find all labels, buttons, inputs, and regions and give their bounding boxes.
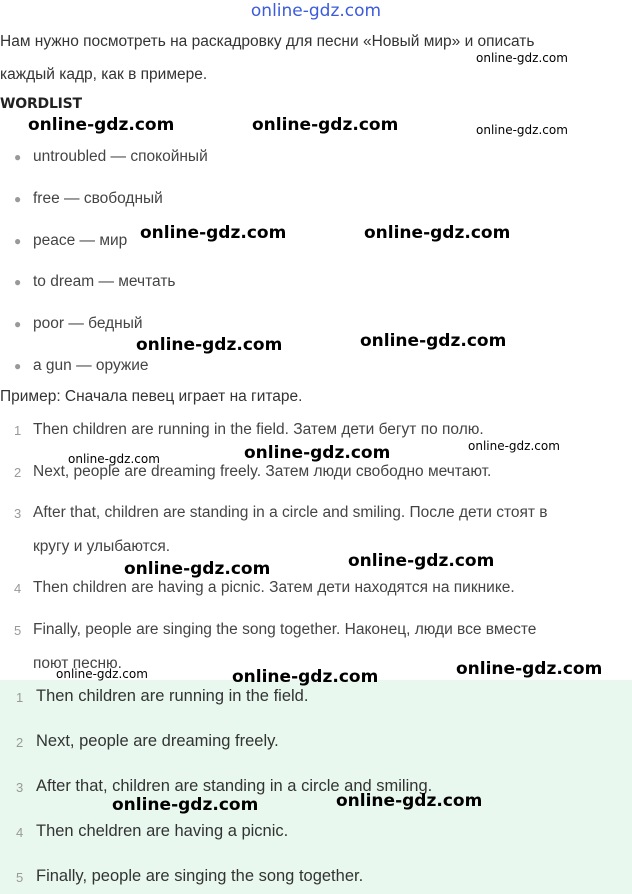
answer-text: Then children are running in the field. [36, 687, 309, 705]
watermark: online-gdz.com [56, 667, 148, 681]
answer-number: 4 [16, 825, 24, 840]
step-number: 3 [14, 506, 22, 521]
bullet-icon: ● [14, 150, 22, 164]
answer-number: 5 [16, 870, 24, 885]
step-number: 2 [14, 465, 22, 480]
wordlist-item-text: a gun — оружие [33, 357, 149, 374]
bullet-icon: ● [14, 234, 22, 248]
wordlist-item [14, 315, 143, 333]
step-text: Then children are having a picnic. Затем дети находятся на пикнике. [33, 579, 515, 596]
answer-panel [0, 680, 632, 894]
step-number: 5 [14, 623, 22, 638]
wordlist-item [14, 148, 208, 166]
wordlist-item-text: to dream — мечтать [33, 273, 176, 290]
step-number: 4 [14, 581, 22, 596]
watermark: online-gdz.com [112, 795, 259, 815]
step-text-continuation: кругу и улыбаются. [33, 538, 171, 555]
bullet-icon: ● [14, 317, 22, 331]
watermark: online-gdz.com [140, 223, 287, 243]
bullet-icon: ● [14, 359, 22, 373]
example-sentence: Пример: Сначала певец играет на гитаре. [0, 388, 303, 405]
watermark: online-gdz.com [68, 452, 160, 466]
answer-text: Finally, people are singing the song together. [36, 867, 364, 885]
answer-text: After that, children are standing in a circle and smiling. [36, 777, 433, 795]
watermark: online-gdz.com [360, 331, 507, 351]
answer-text: Next, people are dreaming freely. [36, 732, 279, 750]
site-header-watermark: online-gdz.com [250, 1, 382, 21]
intro-line-1: Нам нужно посмотреть на раскадровку для песни «Новый мир» и описать [0, 33, 535, 50]
watermark: online-gdz.com [476, 51, 568, 65]
watermark: online-gdz.com [364, 223, 511, 243]
wordlist-item [14, 273, 176, 291]
step-text: After that, children are standing in a circle and smiling. После дети стоят в [33, 504, 548, 521]
wordlist-item-text: poor — бедный [33, 315, 143, 332]
wordlist-item-text: peace — мир [33, 232, 128, 249]
watermark: online-gdz.com [468, 439, 560, 453]
answer-number: 3 [16, 780, 24, 795]
step-text: Next, people are dreaming freely. Затем люди свободно мечтают. [33, 463, 492, 480]
wordlist-item [14, 232, 127, 250]
watermark: online-gdz.com [456, 659, 603, 679]
step-text: Then children are running in the field. Затем дети бегут по полю. [33, 421, 484, 438]
step-number: 1 [14, 423, 22, 438]
watermark: online-gdz.com [28, 115, 175, 135]
wordlist-item-text: untroubled — спокойный [33, 148, 208, 165]
wordlist-item [14, 190, 163, 208]
step-text-continuation: поют песню. [33, 655, 122, 672]
answer-text: Then cheldren are having a picnic. [36, 822, 289, 840]
watermark: online-gdz.com [232, 667, 379, 687]
answer-number: 2 [16, 735, 24, 750]
wordlist-title: WORDLIST [0, 96, 82, 112]
wordlist-item-text: free — свободный [33, 190, 163, 207]
watermark: online-gdz.com [252, 115, 399, 135]
watermark: online-gdz.com [136, 335, 283, 355]
watermark: online-gdz.com [348, 551, 495, 571]
watermark: online-gdz.com [336, 791, 483, 811]
answer-number: 1 [16, 690, 24, 705]
watermark: online-gdz.com [124, 559, 271, 579]
bullet-icon: ● [14, 192, 22, 206]
bullet-icon: ● [14, 275, 22, 289]
intro-line-2: каждый кадр, как в примере. [0, 66, 208, 83]
watermark: online-gdz.com [476, 123, 568, 137]
wordlist-item [14, 357, 149, 375]
watermark: online-gdz.com [244, 443, 391, 463]
step-text: Finally, people are singing the song together. Наконец, люди все вместе [33, 621, 537, 638]
